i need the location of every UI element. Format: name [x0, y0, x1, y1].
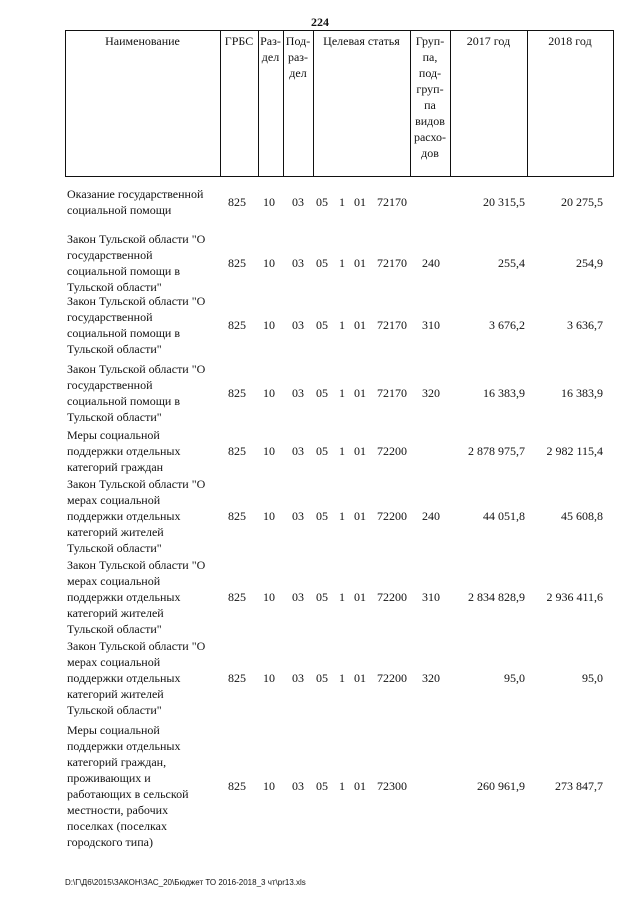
- cell-cs-subprogram: 1: [339, 671, 345, 685]
- cell-cs-code: 72170: [377, 256, 407, 270]
- cell-group: 240: [422, 256, 440, 270]
- cell-cs-program: 05: [316, 671, 328, 685]
- cell-grbs: 825: [228, 779, 246, 793]
- cell-cs-event: 01: [354, 590, 366, 604]
- cell-2018: 45 608,8: [561, 509, 603, 523]
- cell-grbs: 825: [228, 318, 246, 332]
- cell-cs-code: 72200: [377, 671, 407, 685]
- cell-2018: 95,0: [582, 671, 603, 685]
- page-number: 224: [311, 15, 329, 29]
- cell-cs-subprogram: 1: [339, 318, 345, 332]
- header-target: Целевая статья: [323, 34, 400, 48]
- cell-cs-code: 72170: [377, 195, 407, 209]
- cell-razdel: 10: [263, 318, 275, 332]
- cell-cs-subprogram: 1: [339, 779, 345, 793]
- cell-cs-program: 05: [316, 386, 328, 400]
- cell-cs-program: 05: [316, 256, 328, 270]
- cell-podrazdel: 03: [292, 671, 304, 685]
- cell-razdel: 10: [263, 671, 275, 685]
- cell-cs-subprogram: 1: [339, 590, 345, 604]
- cell-cs-program: 05: [316, 509, 328, 523]
- header-bottom-border: [65, 176, 614, 177]
- cell-podrazdel: 03: [292, 509, 304, 523]
- header-top-border: [65, 30, 614, 31]
- cell-podrazdel: 03: [292, 590, 304, 604]
- cell-group: 310: [422, 590, 440, 604]
- cell-grbs: 825: [228, 386, 246, 400]
- header-group: Груп- па, под- груп- па видов расхо- дов: [413, 34, 447, 160]
- cell-grbs: 825: [228, 444, 246, 458]
- col-divider: [613, 30, 614, 176]
- header-name: Наименование: [105, 34, 180, 48]
- cell-razdel: 10: [263, 256, 275, 270]
- cell-cs-code: 72170: [377, 318, 407, 332]
- col-divider: [527, 30, 528, 176]
- row-name: Оказание государственной социальной помощи: [67, 187, 204, 217]
- cell-2018: 16 383,9: [561, 386, 603, 400]
- row-name: Закон Тульской области "О государственной социальной помощи в Тульской области": [67, 362, 206, 424]
- cell-razdel: 10: [263, 779, 275, 793]
- cell-2018: 20 275,5: [561, 195, 603, 209]
- row-name: Закон Тульской области "О государственной социальной помощи в Тульской области": [67, 294, 206, 356]
- col-divider: [220, 30, 221, 176]
- cell-grbs: 825: [228, 509, 246, 523]
- cell-podrazdel: 03: [292, 779, 304, 793]
- cell-2017: 95,0: [504, 671, 525, 685]
- cell-group: 310: [422, 318, 440, 332]
- header-razdel: Раз- дел: [260, 34, 281, 64]
- cell-cs-subprogram: 1: [339, 195, 345, 209]
- row-name: Закон Тульской области "О государственной социальной помощи в Тульской области": [67, 232, 206, 294]
- cell-podrazdel: 03: [292, 195, 304, 209]
- cell-razdel: 10: [263, 195, 275, 209]
- cell-cs-program: 05: [316, 779, 328, 793]
- cell-cs-code: 72200: [377, 509, 407, 523]
- cell-razdel: 10: [263, 590, 275, 604]
- row-name: Закон Тульской области "О мерах социальной поддержки отдельных категорий жителей Тульской области": [67, 477, 206, 555]
- cell-grbs: 825: [228, 256, 246, 270]
- cell-cs-event: 01: [354, 195, 366, 209]
- cell-podrazdel: 03: [292, 318, 304, 332]
- cell-2018: 2 936 411,6: [546, 590, 603, 604]
- cell-grbs: 825: [228, 195, 246, 209]
- row-name: Закон Тульской области "О мерах социальной поддержки отдельных категорий жителей Тульской области": [67, 639, 206, 717]
- cell-cs-subprogram: 1: [339, 256, 345, 270]
- cell-cs-code: 72200: [377, 590, 407, 604]
- cell-cs-event: 01: [354, 671, 366, 685]
- col-divider: [65, 30, 66, 176]
- cell-cs-event: 01: [354, 509, 366, 523]
- cell-podrazdel: 03: [292, 256, 304, 270]
- cell-cs-program: 05: [316, 444, 328, 458]
- cell-2017: 260 961,9: [477, 779, 525, 793]
- row-name: Закон Тульской области "О мерах социальной поддержки отдельных категорий жителей Тульской области": [67, 558, 206, 636]
- cell-cs-code: 72170: [377, 386, 407, 400]
- cell-group: 320: [422, 671, 440, 685]
- cell-cs-event: 01: [354, 779, 366, 793]
- header-2017: 2017 год: [466, 34, 511, 48]
- header-podrazdel: Под- раз- дел: [285, 34, 311, 80]
- row-name: Меры социальной поддержки отдельных категорий граждан, проживающих и работающих в сельской местности, рабочих поселках (поселках городского типа): [67, 723, 189, 849]
- cell-2017: 20 315,5: [483, 195, 525, 209]
- cell-group: 240: [422, 509, 440, 523]
- cell-group: 320: [422, 386, 440, 400]
- header-grbs: ГРБС: [224, 34, 254, 48]
- cell-2018: 254,9: [576, 256, 603, 270]
- cell-cs-event: 01: [354, 256, 366, 270]
- cell-cs-program: 05: [316, 195, 328, 209]
- cell-grbs: 825: [228, 671, 246, 685]
- cell-cs-program: 05: [316, 590, 328, 604]
- cell-razdel: 10: [263, 386, 275, 400]
- cell-cs-event: 01: [354, 386, 366, 400]
- cell-2018: 3 636,7: [567, 318, 603, 332]
- cell-cs-subprogram: 1: [339, 386, 345, 400]
- row-name: Меры социальной поддержки отдельных категорий граждан: [67, 428, 181, 474]
- cell-2017: 2 834 828,9: [468, 590, 525, 604]
- table-header: [65, 30, 614, 176]
- cell-2017: 16 383,9: [483, 386, 525, 400]
- cell-2017: 44 051,8: [483, 509, 525, 523]
- cell-cs-program: 05: [316, 318, 328, 332]
- cell-razdel: 10: [263, 509, 275, 523]
- col-divider: [313, 30, 314, 176]
- cell-2018: 2 982 115,4: [546, 444, 603, 458]
- cell-podrazdel: 03: [292, 386, 304, 400]
- cell-2018: 273 847,7: [555, 779, 603, 793]
- cell-razdel: 10: [263, 444, 275, 458]
- cell-cs-code: 72300: [377, 779, 407, 793]
- cell-2017: 255,4: [498, 256, 525, 270]
- cell-2017: 2 878 975,7: [468, 444, 525, 458]
- cell-cs-event: 01: [354, 318, 366, 332]
- file-path-footer: D:\Г\Д6\2015\ЗАКОН\ЗАС_20\Бюджет ТО 2016-2018_3 чт\pr13.xls: [65, 878, 306, 887]
- cell-2017: 3 676,2: [489, 318, 525, 332]
- cell-cs-subprogram: 1: [339, 444, 345, 458]
- cell-podrazdel: 03: [292, 444, 304, 458]
- cell-grbs: 825: [228, 590, 246, 604]
- cell-cs-code: 72200: [377, 444, 407, 458]
- header-2018: 2018 год: [548, 34, 592, 48]
- cell-cs-event: 01: [354, 444, 366, 458]
- col-divider: [450, 30, 451, 176]
- cell-cs-subprogram: 1: [339, 509, 345, 523]
